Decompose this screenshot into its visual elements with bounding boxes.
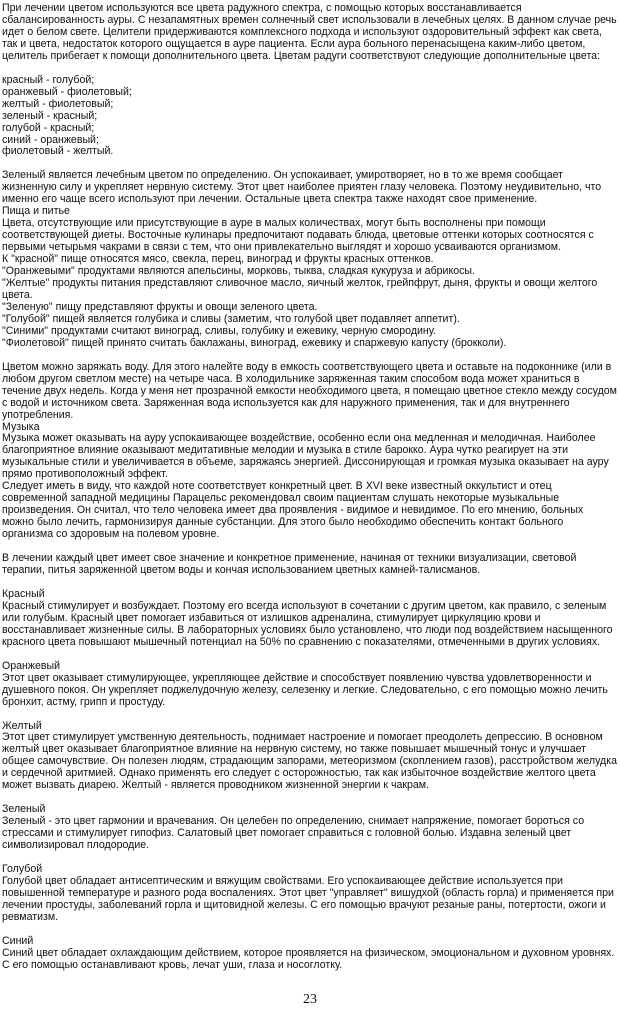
spacer — [2, 924, 617, 936]
section-text: Голубой цвет обладает антисептическим и вяжущим свойствами. Его успокаивающее действие используется при повышенной температуре и разного рода воспалениях. Этот цвет "управляет" вишудхой (область горла) и применяется при лечении простуды, заболеваний горла и щитовидной железы. С его помощью врачуют резаные раны, потертости, ожоги и ревматизм. — [2, 875, 614, 923]
spacer — [2, 350, 617, 362]
spacer — [2, 709, 617, 721]
color-pair-item: оранжевый - фиолетовый; — [2, 85, 132, 98]
treatment-paragraph: В лечении каждый цвет имеет свое значение и конкретное применение, начиная от техники визуализации, световой терапии, питья заряженной цветом воды и кончая использованием цветных камней-талисманов. — [2, 552, 577, 576]
green-paragraph: Зеленый является лечебным цветом по определению. Он успокаивает, умиротворяет, но в то же время сообщает жизненную силу и укрепляет нервную систему. Этот цвет наиболее приятен глазу человека. Поэтому неудивительно, что именно его чаще всего используют при лечении. Остальные цвета спектра также находят свое применение. — [2, 169, 602, 206]
music-heading: Музыка — [2, 420, 40, 433]
section-blue — [2, 936, 617, 972]
spacer — [2, 792, 617, 804]
water-paragraph: Цветом можно заряжать воду. Для этого налейте воду в емкость соответствующего цвета и оставьте на подоконнике (или в любом другом светлом месте) на четыре часа. В холодильнике заряженная таким способом вода может храниться в течение двух недель. Когда у меня нет прозрачной емкости необходимого цвета, я помещаю цветное стекло между сосудом с водой и источником света. Заряженная вода используется как для наружного применения, так и для внутреннего употребления. — [2, 360, 617, 421]
section-heading: Красный — [2, 587, 45, 600]
section-heading: Желтый — [2, 719, 42, 732]
music-paragraph: Следует иметь в виду, что каждой ноте соответствует конкретный цвет. В XVI веке известный оккультист и отец современной западной медицины Парацельс рекомендовал своим пациентам слушать некоторые музыкальные произведения. Он считал, что тело человека имеет два проявления - видимое и невидимое. По его мнению, больных можно было лечить, гармонизируя данные субстанции. Для этого было необходимо обеспечить контакт больного организма со здоровым на полевом уровне. — [2, 480, 584, 541]
page-number: 23 — [303, 992, 317, 1007]
color-pair-item: синий - оранжевый; — [2, 133, 99, 146]
section-light-blue — [2, 864, 617, 924]
section-text: Этот цвет стимулирует умственную деятельность, поднимает настроение и помогает преодолеть депрессию. В основном желтый цвет оказывает благоприятное влияние на нервную систему, но также повышает мышечный тонус и улучшает общее самочувствие. Он полезен людям, страдающим запорами, метеоризмом (скоплением газов), расстройством желудка и сердечной аритмией. Однако применять его следует с осторожностью, так как избыточное воздействие желтого цвета может вызвать диарею. Желтый - является проводником жизненной энергии к чакрам. — [2, 731, 617, 792]
intro-paragraph: При лечении цветом используются все цвета радужного спектра, с помощью которых восстанавливается сбалансированность ауры. С незапамятных времен солнечный свет использовали в лечебных целях. В данном случае речь идет о белом свете. Целители придерживаются комплексного подхода и используют оздоровительный эффект как света, так и цвета, недостаток которого ощущается в ауре пациента. Если аура больного перенасыщена каким-либо цветом, целитель прибегает к помощи дополнительного цвета. Цветам радуги соответствуют следующие дополнительные цвета: — [2, 2, 617, 62]
food-item: "Зеленую" пищу представляют фрукты и овощи зеленого цвета. — [2, 300, 318, 313]
section-yellow — [2, 721, 617, 793]
section-text: Зеленый - это цвет гармонии и врачевания. Он целебен по определению, снимает напряжение, помогает бороться со стрессами и стимулирует гипофиз. Салатовый цвет помогает справиться с головной болью. Издавна зеленый цвет символизировал плодородие. — [2, 815, 585, 852]
section-text: Синий цвет обладает охлаждающим действием, которое проявляется на физическом, эмоциональном и духовном уровнях. С его помощью останавливают кровь, лечат уши, глаза и носоглотку. — [2, 946, 615, 971]
section-text: Красный стимулирует и возбуждает. Поэтому его всегда используют в сочетании с другим цветом, как правило, с зеленым или голубым. Красный цвет помогает избавиться от излишков адреналина, стимулирует циркуляцию крови и восстанавливает жизненные силы. В лабораторных условиях было установлено, что люди под воздействием насыщенного красного цвета повышают мышечный потенциал на 50% по сравнению с показателями, отмеченными в других условиях. — [2, 599, 613, 648]
music-paragraph: Музыка может оказывать на ауру успокаивающее воздействие, особенно если она медленная и мелодичная. Наиболее благоприятное влияние оказывают медитативные мелодии и музыка в стиле барокко. Аура чутко реагирует на эти музыкальные стили и увеличивается в объеме, заряжаясь энергией. Диссонирующая и громкая музыка оказывает на ауру прямо противоположный эффект. — [2, 432, 609, 481]
color-pair-item: голубой - красный; — [2, 121, 95, 134]
section-heading: Синий — [2, 934, 34, 947]
color-pairs-list — [2, 75, 617, 159]
food-items-list — [2, 254, 617, 350]
spacer — [2, 577, 617, 589]
food-item: "Желтые" продукты питания представляют сливочное масло, яичный желток, грейпфрут, дыня, фрукты и овощи желтого цвета. — [2, 277, 598, 301]
food-item: "Синими" продуктами считают виноград, сливы, голубику и ежевику, черную смородину. — [2, 324, 436, 337]
section-heading: Зеленый — [2, 803, 46, 816]
spacer — [2, 63, 617, 75]
food-item: К "красной" пище относятся мясо, свекла, перец, виноград и фрукты красных оттенков. — [2, 253, 434, 266]
food-paragraph: Цвета, отсутствующие или присутствующие в ауре в малых количествах, могут быть восполнены при помощи соответствующей диеты. Восточные кулинары предпочитают подавать блюда, цветовые оттенки которых соотносятся с первыми четырьмя чакрами в связи с тем, что они привлекательно выглядят и хорошо усваиваются организмом. — [2, 217, 594, 254]
food-item: "Оранжевыми" продуктами являются апельсины, морковь, тыква, сладкая кукуруза и абрикосы. — [2, 265, 475, 278]
section-green — [2, 804, 617, 852]
food-item: "Фиолетовой" пищей принято считать баклажаны, виноград, ежевику и спаржевую капусту (брокколи). — [2, 336, 507, 349]
spacer — [2, 649, 617, 661]
section-heading: Голубой — [2, 863, 43, 876]
food-heading: Пища и питье — [2, 205, 70, 218]
color-pair-item: красный - голубой; — [2, 73, 95, 86]
section-text: Этот цвет оказывает стимулирующее, укрепляющее действие и способствует появлению чувства удовлетворенности и душевного покоя. Он укрепляет поджелудочную железу, селезенку и легкие. Следовательно, с его помощью можно лечить бронхит, астму, грипп и простуду. — [2, 671, 608, 708]
color-pair-item: фиолетовый - желтый. — [2, 145, 114, 158]
color-pair-item: желтый - фиолетовый; — [2, 97, 114, 110]
color-pair-item: зеленый - красный; — [2, 109, 98, 122]
spacer — [2, 852, 617, 864]
food-item: "Голубой" пищей является голубика и сливы (заметим, что голубой цвет подавляет аппетит). — [2, 312, 460, 325]
section-orange — [2, 661, 617, 709]
section-heading: Оранжевый — [2, 659, 61, 672]
section-red — [2, 589, 617, 649]
